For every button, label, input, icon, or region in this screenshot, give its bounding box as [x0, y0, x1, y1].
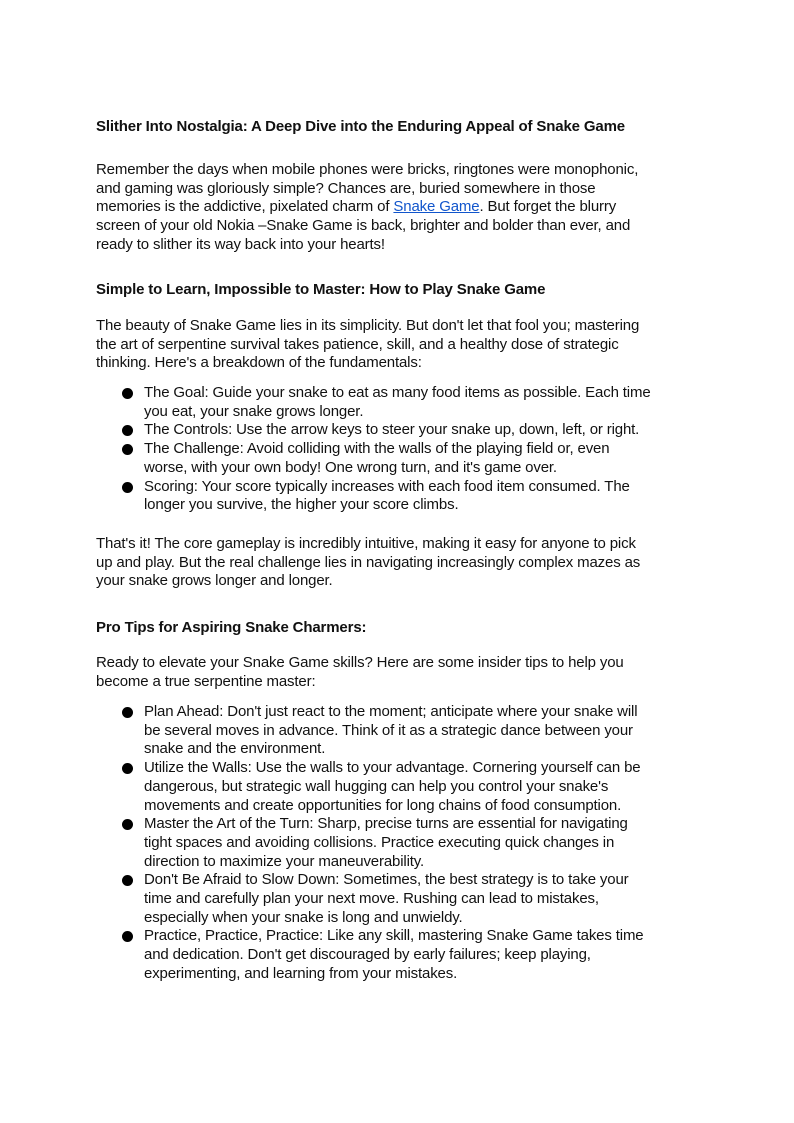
list-item	[120, 440, 651, 477]
bullet-icon	[122, 763, 133, 774]
text-line: The Controls: Use the arrow keys to steer your snake up, down, left, or right.	[144, 421, 640, 439]
text-line: Ready to elevate your Snake Game skills? Here are some insider tips to help you	[96, 654, 624, 671]
text-segment: . But forget the blurry	[479, 198, 617, 216]
text-line: The Goal: Guide your snake to eat as many food items as possible. Each time	[144, 384, 651, 401]
paragraph	[96, 535, 640, 591]
bullet-icon	[122, 875, 133, 886]
tips-list	[120, 703, 643, 984]
text-line: movements and create opportunities for long chains of food consumption.	[144, 796, 622, 814]
text-line: The beauty of Snake Game lies in its simplicity. But don't let that fool you; mastering	[96, 317, 640, 334]
text-line: thinking. Here's a breakdown of the fundamentals:	[96, 354, 422, 372]
list-item	[120, 927, 643, 983]
section-heading-pro-tips: Pro Tips for Aspiring Snake Charmers:	[96, 619, 367, 636]
list-item	[120, 421, 651, 440]
bullet-icon	[122, 388, 133, 399]
list-item	[120, 871, 643, 927]
text-line: become a true serpentine master:	[96, 672, 316, 690]
text-line: you eat, your snake grows longer.	[144, 402, 364, 420]
text-line: direction to maximize your maneuverability.	[144, 852, 425, 870]
text-line: Don't Be Afraid to Slow Down: Sometimes, the best strategy is to take your	[144, 871, 629, 889]
text-line: snake and the environment.	[144, 740, 326, 758]
text-line: especially when your snake is long and unwieldy.	[144, 908, 463, 926]
text-line: screen of your old Nokia –Snake Game is back, brighter and bolder than ever, and	[96, 217, 631, 235]
document-title: Slither Into Nostalgia: A Deep Dive into the Enduring Appeal of Snake Game	[96, 118, 625, 135]
text-line: the art of serpentine survival takes patience, skill, and a healthy dose of strategic	[96, 335, 619, 353]
list-item	[120, 759, 643, 815]
text-line: dangerous, but strategic wall hugging can help you control your snake's	[144, 777, 609, 795]
text-line: and dedication. Don't get discouraged by early failures; keep playing,	[144, 946, 591, 964]
bullet-icon	[122, 819, 133, 830]
bullet-icon	[122, 444, 133, 455]
bullet-icon	[122, 482, 133, 493]
intro-paragraph	[96, 161, 638, 255]
text-line: up and play. But the real challenge lies in navigating increasingly complex mazes as	[96, 553, 641, 571]
fundamentals-list	[120, 384, 651, 515]
text-segment: memories is the addictive, pixelated charm of	[96, 198, 394, 216]
bullet-icon	[122, 425, 133, 436]
bullet-icon	[122, 931, 133, 942]
text-line: Practice, Practice, Practice: Like any skill, mastering Snake Game takes time	[144, 927, 644, 945]
text-line: your snake grows longer and longer.	[96, 572, 333, 590]
text-line: be several moves in advance. Think of it as a strategic dance between your	[144, 721, 633, 739]
text-line: tight spaces and avoiding collisions. Practice executing quick changes in	[144, 833, 615, 851]
text-line: longer you survive, the higher your score climbs.	[144, 496, 459, 514]
text-line: Scoring: Your score typically increases with each food item consumed. The	[144, 477, 630, 495]
list-item	[120, 815, 643, 871]
bullet-icon	[122, 707, 133, 718]
list-item	[120, 384, 651, 421]
text-line: The Challenge: Avoid colliding with the walls of the playing field or, even	[144, 440, 610, 458]
text-line: Remember the days when mobile phones were bricks, ringtones were monophonic,	[96, 161, 639, 178]
text-line: time and carefully plan your next move. Rushing can lead to mistakes,	[144, 890, 599, 908]
text-line	[96, 198, 638, 217]
snake-game-link[interactable]: Snake Game	[393, 198, 480, 216]
text-line: Plan Ahead: Don't just react to the moment; anticipate where your snake will	[144, 703, 638, 720]
text-line: ready to slither its way back into your hearts!	[96, 235, 385, 253]
paragraph	[96, 654, 624, 691]
paragraph	[96, 317, 639, 373]
text-line: Utilize the Walls: Use the walls to your advantage. Cornering yourself can be	[144, 759, 641, 777]
text-line: worse, with your own body! One wrong turn, and it's game over.	[144, 458, 557, 476]
text-line: That's it! The core gameplay is incredibly intuitive, making it easy for anyone to pick	[96, 535, 636, 552]
list-item	[120, 703, 643, 759]
list-item	[120, 478, 651, 515]
text-line: experimenting, and learning from your mistakes.	[144, 964, 458, 982]
text-line: and gaming was gloriously simple? Chances are, buried somewhere in those	[96, 179, 596, 197]
section-heading-how-to-play: Simple to Learn, Impossible to Master: How to Play Snake Game	[96, 281, 546, 298]
text-line: Master the Art of the Turn: Sharp, precise turns are essential for navigating	[144, 815, 628, 833]
